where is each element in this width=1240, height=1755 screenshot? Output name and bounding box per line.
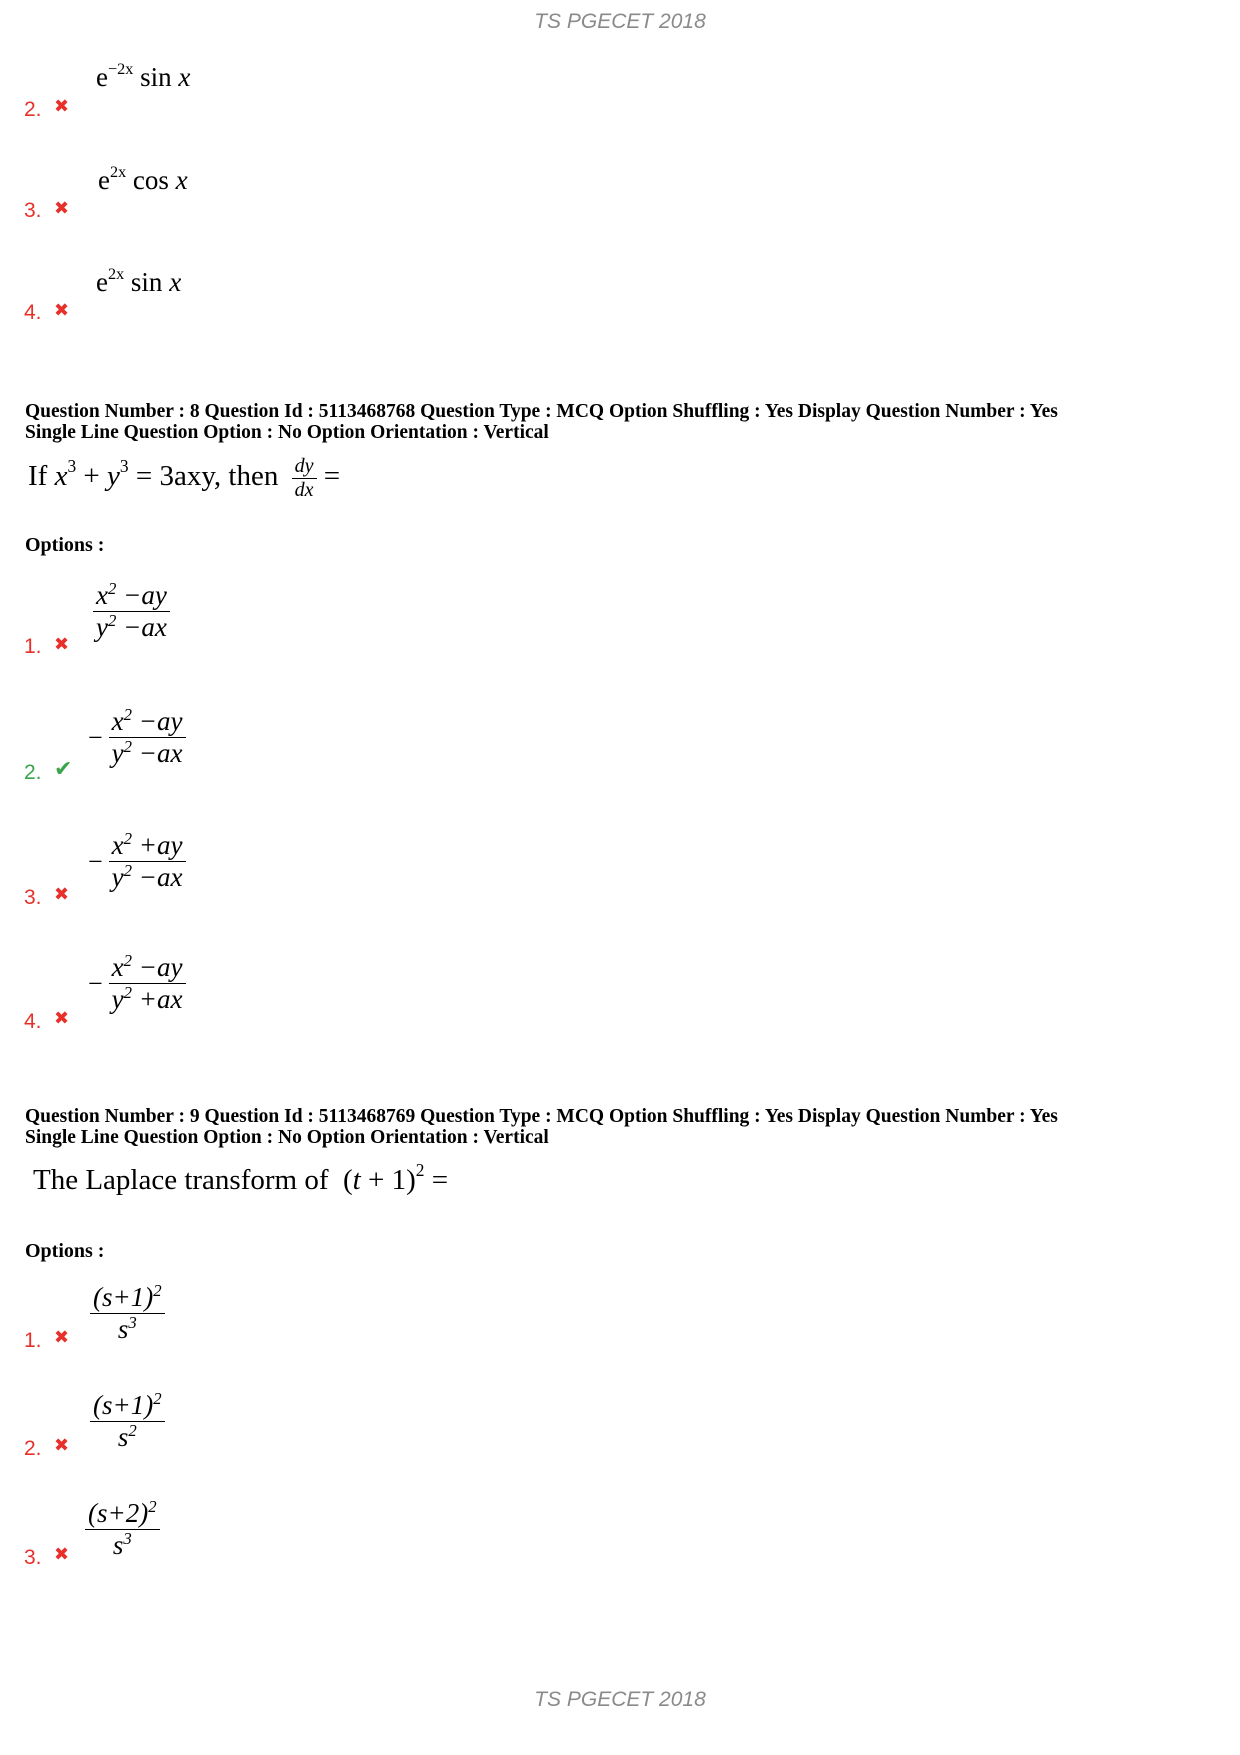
question-meta-line-1: Question Number : 9 Question Id : 5113468769 Question Type : MCQ Option Shuffling : Yes Display Question Number : Yes xyxy=(25,1106,1058,1127)
cross-icon: ✖ xyxy=(54,1435,70,1456)
option-expression: − $\frac{x^2 -ay}{y^2 +ax}$ xyxy=(88,952,186,1015)
option-number: 3. xyxy=(24,886,42,909)
question-stem: If $x^3 + y^3 = 3axy$, then $\frac{dy}{dx}$ = xyxy=(28,455,341,501)
question-meta xyxy=(25,401,1225,443)
option-expression: $e^{2x}$ sin x xyxy=(96,264,182,297)
option-expression: $\frac{(s+1)^2}{s^2}$ xyxy=(90,1390,165,1453)
page-header: TS PGECET 2018 xyxy=(534,10,706,33)
page-footer: TS PGECET 2018 xyxy=(534,1688,706,1711)
option-number: 4. xyxy=(24,301,42,324)
option-number: 2. xyxy=(24,1437,42,1460)
cross-icon: ✖ xyxy=(54,1327,70,1348)
check-icon: ✔ xyxy=(54,757,73,782)
option-number: 3. xyxy=(24,1546,42,1569)
option-expression: $\frac{x^2 -ay}{y^2 -ax}$ xyxy=(93,580,170,643)
option-expression: $\frac{(s+1)^2}{s^3}$ xyxy=(90,1282,165,1345)
option-number: 4. xyxy=(24,1010,42,1033)
option-number: 2. xyxy=(24,98,42,121)
cross-icon: ✖ xyxy=(54,1008,70,1029)
question-meta-line-2: Single Line Question Option : No Option Orientation : Vertical xyxy=(25,1127,549,1148)
cross-icon: ✖ xyxy=(54,1544,70,1565)
cross-icon: ✖ xyxy=(54,884,70,905)
option-expression: $e^{2x}$ cos x xyxy=(98,162,188,195)
question-meta-line-2: Single Line Question Option : No Option Orientation : Vertical xyxy=(25,422,549,443)
option-expression: − $\frac{x^2 -ay}{y^2 -ax}$ xyxy=(88,706,186,769)
option-number: 1. xyxy=(24,635,42,658)
option-expression: $\frac{(s+2)^2}{s^3}$ xyxy=(85,1498,160,1561)
option-expression: $e^{-2x}$ sin x xyxy=(96,59,191,92)
question-meta xyxy=(25,1106,1225,1148)
option-expression: − $\frac{x^2 +ay}{y^2 -ax}$ xyxy=(88,830,186,893)
cross-icon: ✖ xyxy=(54,634,70,655)
cross-icon: ✖ xyxy=(54,96,70,117)
option-number: 1. xyxy=(24,1329,42,1352)
question-meta-line-1: Question Number : 8 Question Id : 5113468768 Question Type : MCQ Option Shuffling : Yes Display Question Number : Yes xyxy=(25,401,1058,422)
cross-icon: ✖ xyxy=(54,198,70,219)
question-stem: The Laplace transform of $(t + 1)^2$ = xyxy=(33,1159,449,1196)
option-number: 2. xyxy=(24,761,42,784)
cross-icon: ✖ xyxy=(54,300,70,321)
option-number: 3. xyxy=(24,199,42,222)
options-label: Options : xyxy=(25,1240,105,1262)
options-label: Options : xyxy=(25,534,105,556)
